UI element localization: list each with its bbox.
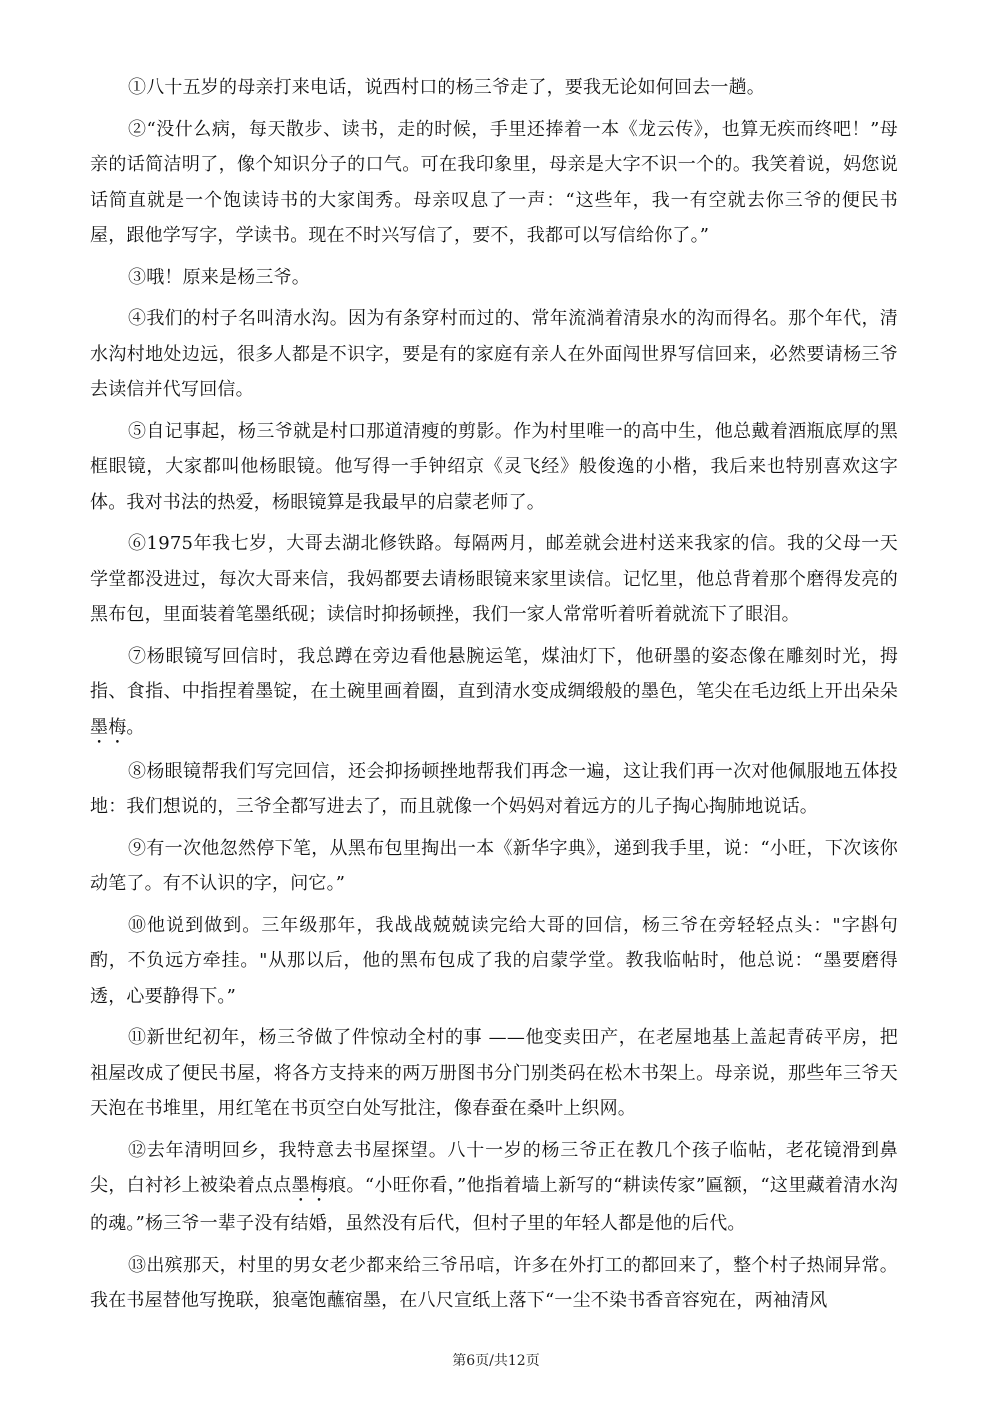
emphasized-word: 墨梅 [291,1175,329,1196]
document-body [90,70,898,1325]
paragraph-1: ①八十五岁的母亲打来电话，说西村口的杨三爷走了，要我无论如何回去一趟。 [128,77,765,98]
paragraph-11: ⑪新世纪初年，杨三爷做了件惊动全村的事 ——他变卖田产，在老屋地基上盖起青砖平房，把祖屋改成了便民书屋，将各方支持来的两万册图书分门别类码在松木书架上。母亲说，那些年三爷天天泡在书堆里，用红笔在书页空白处写批注，像春蚕在桑叶上织网。 [90,1027,898,1119]
paragraph-5: ⑤自记事起，杨三爷就是村口那道清瘦的剪影。作为村里唯一的高中生，他总戴着酒瓶底厚的黑框眼镜，大家都叫他杨眼镜。他写得一手钟绍京《灵飞经》般俊逸的小楷，我后来也特别喜欢这字体。我对书法的热爱，杨眼镜算是我最早的启蒙老师了。 [90,420,898,513]
emphasized-word: 墨梅 [90,716,127,738]
paragraph-10: ⑩他说到做到。三年级那年，我战战兢兢读完给大哥的回信，杨三爷在旁轻轻点头："字斟句酌，不负远方牵挂。"从那以后，他的黑布包成了我的启蒙学堂。教我临帖时，他总说：“墨要磨得透，心要静得下。” [90,914,898,1007]
paragraph-9: ⑨有一次他忽然停下笔，从黑布包里掏出一本《新华字典》，递到我手里，说：“小旺，下次该你动笔了。有不认识的字，问它。” [90,837,898,894]
paragraph-3: ③哦！原来是杨三爷。 [128,266,310,288]
paragraph-6: ⑥1975年我七岁，大哥去湖北修铁路。每隔两月，邮差就会进村送来我家的信。我的父母一天学堂都没进过，每次大哥来信，我妈都要去请杨眼镜来家里读信。记忆里，他总背着那个磨得发亮的黑布包，里面装着笔墨纸砚；读信时抑扬顿挫，我们一家人常常听着听着就流下了眼泪。 [90,533,898,625]
paragraph-7 [90,639,898,748]
paragraph-12-text: ⑫去年清明回乡，我特意去书屋探望。八十一岁的杨三爷正在教几个孩子临帖，老花镜滑到鼻尖，白衬衫上被染着点点 [90,1139,898,1196]
paragraph-7-tail: 。 [126,716,145,738]
paragraph-7-text: ⑦杨眼镜写回信时，我总蹲在旁边看他悬腕运笔，煤油灯下，他研墨的姿态像在雕刻时光，拇指、食指、中指捏着墨锭，在土碗里画着圈，直到清水变成绸缎般的墨色，笔尖在毛边纸上开出朵朵 [90,645,898,702]
paragraph-8: ⑧杨眼镜帮我们写完回信，还会抑扬顿挫地帮我们再念一遍，这让我们再一次对他佩服地五体投地：我们想说的，三爷全都写进去了，而且就像一个妈妈对着远方的儿子掏心掏肺地说话。 [90,760,898,817]
paragraph-12-tail: 痕。“小旺你看，”他指着墙上新写的“耕读传家”匾额，“这里藏着清水沟的魂。”杨三爷一辈子没有结婚，虽然没有后代，但村子里的年轻人都是他的后代。 [90,1175,899,1234]
paragraph-12 [90,1133,898,1242]
paragraph-2: ②“没什么病，每天散步、读书，走的时候，手里还捧着一本《龙云传》，也算无疾而终吧！”母亲的话简洁明了，像个知识分子的口气。可在我印象里，母亲是大字不识一个的。我笑着说，妈您说话简直就是一个饱读诗书的大家闺秀。母亲叹息了一声：“这些年，我一有空就去你三爷的便民书屋，跟他学写字，学读书。现在不时兴写信了，要不，我都可以写信给你了。” [90,118,898,246]
paragraph-13: ⑬出殡那天，村里的男女老少都来给三爷吊唁，许多在外打工的都回来了，整个村子热闹异常。我在书屋替他写挽联，狼毫饱蘸宿墨，在八尺宣纸上落下“一尘不染书香音容宛在，两袖清风 [90,1254,898,1311]
paragraph-4: ④我们的村子名叫清水沟。因为有条穿村而过的、常年流淌着清泉水的沟而得名。那个年代，清水沟村地处边远，很多人都是不识字，要是有的家庭有亲人在外面闯世界写信回来，必然要请杨三爷去读信并代写回信。 [90,308,898,400]
page-number: 第6页/共12页 [452,1353,540,1369]
